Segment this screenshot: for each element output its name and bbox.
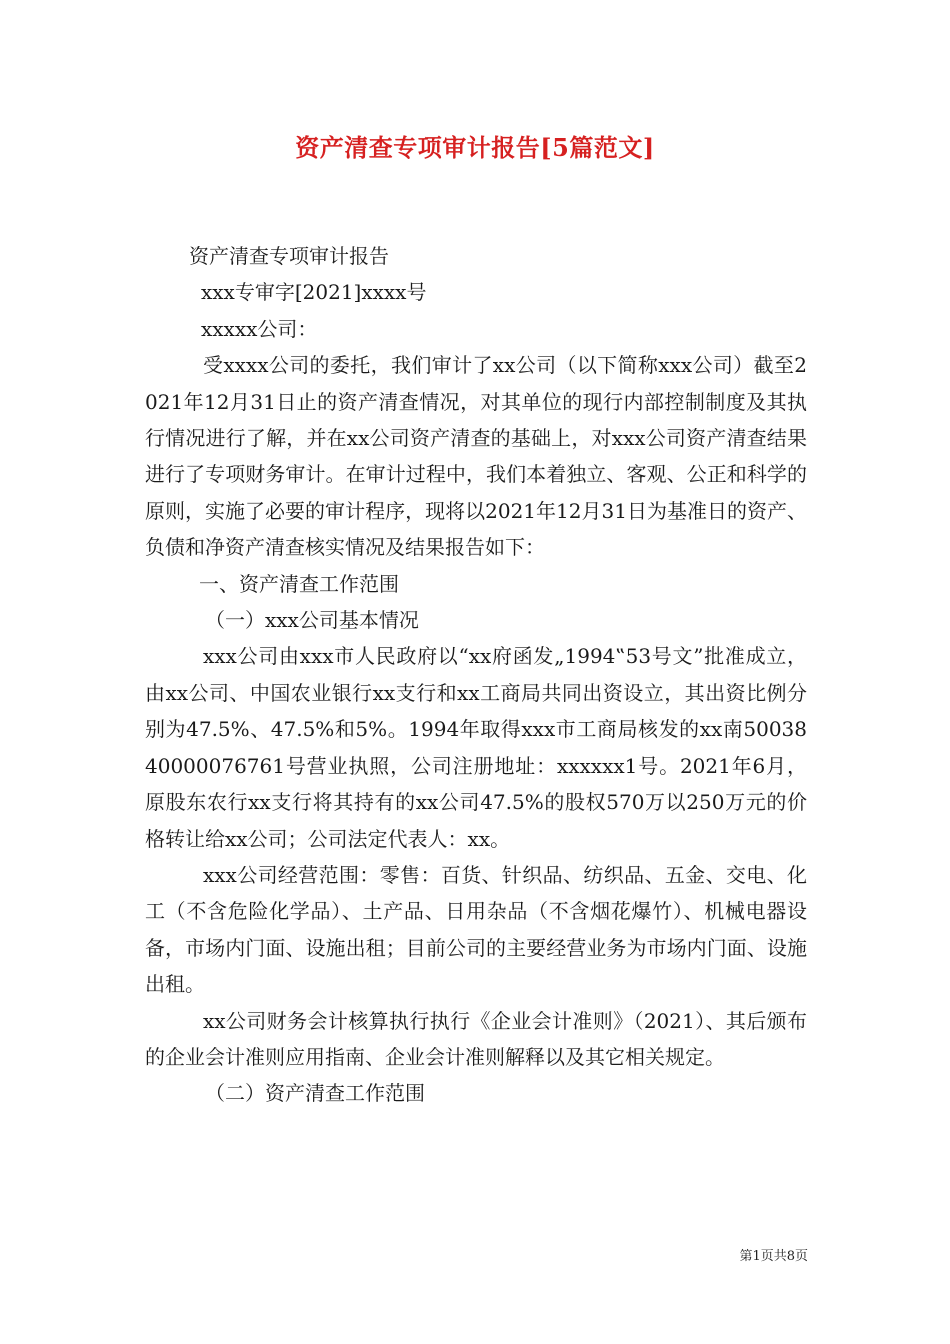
- report-subtitle: 资产清查专项审计报告: [189, 244, 389, 268]
- paragraph-business-scope: xxx公司经营范围：零售：百货、针织品、纺织品、五金、交电、化工（不含危险化学品）、土产品、日用杂品（不含烟花爆竹）、机械电器设备，市场内门面、设施出租；目前公司的主要经营业务为市场内门面、设施出租。: [145, 862, 807, 997]
- page-number: 第1页共8页: [739, 1249, 808, 1264]
- paragraph-company-history: xxx公司由xxx市人民政府以“xx府函发„1994‟53号文”批准成立，由xx公司、中国农业银行xx支行和xx工商局共同出资设立，其出资比例分别为47.5%、47.5%和5%。1994年取得xxx市工商局核发的xx南5003840000076761号营业执照，公司注册地址：xxxxxx1号。2021年6月，原股东农行xx支行将其持有的xx公司47.5%的股权570万以250万元的价格转让给xx公司；公司法定代表人：xx。: [145, 644, 807, 851]
- document-body: [145, 238, 807, 1112]
- subsection-heading-scope: （二）资产清查工作范围: [205, 1081, 425, 1106]
- section-heading-scope: 一、资产清查工作范围: [199, 571, 399, 596]
- addressee: xxxxx公司：: [201, 316, 318, 341]
- paragraph-intro: 受xxxx公司的委托，我们审计了xx公司（以下简称xxx公司）截至2021年12月31日止的资产清查情况，对其单位的现行内部控制制度及其执行情况进行了解，并在xx公司资产清查的基础上，对xxx公司资产清查结果进行了专项财务审计。在审计过程中，我们本着独立、客观、公正和科学的原则，实施了必要的审计程序，现将以2021年12月31日为基准日的资产、负债和净资产清查核实情况及结果报告如下：: [145, 353, 807, 560]
- subsection-heading-basic-info: （一）xxx公司基本情况: [205, 608, 419, 633]
- reference-number: xxx专审字[2021]xxxx号: [201, 280, 427, 305]
- document-title: 资产清查专项审计报告[5篇范文]: [295, 133, 655, 162]
- paragraph-accounting-standards: xx公司财务会计核算执行执行《企业会计准则》（2021）、其后颁布的企业会计准则应用指南、企业会计准则解释以及其它相关规定。: [145, 1008, 807, 1069]
